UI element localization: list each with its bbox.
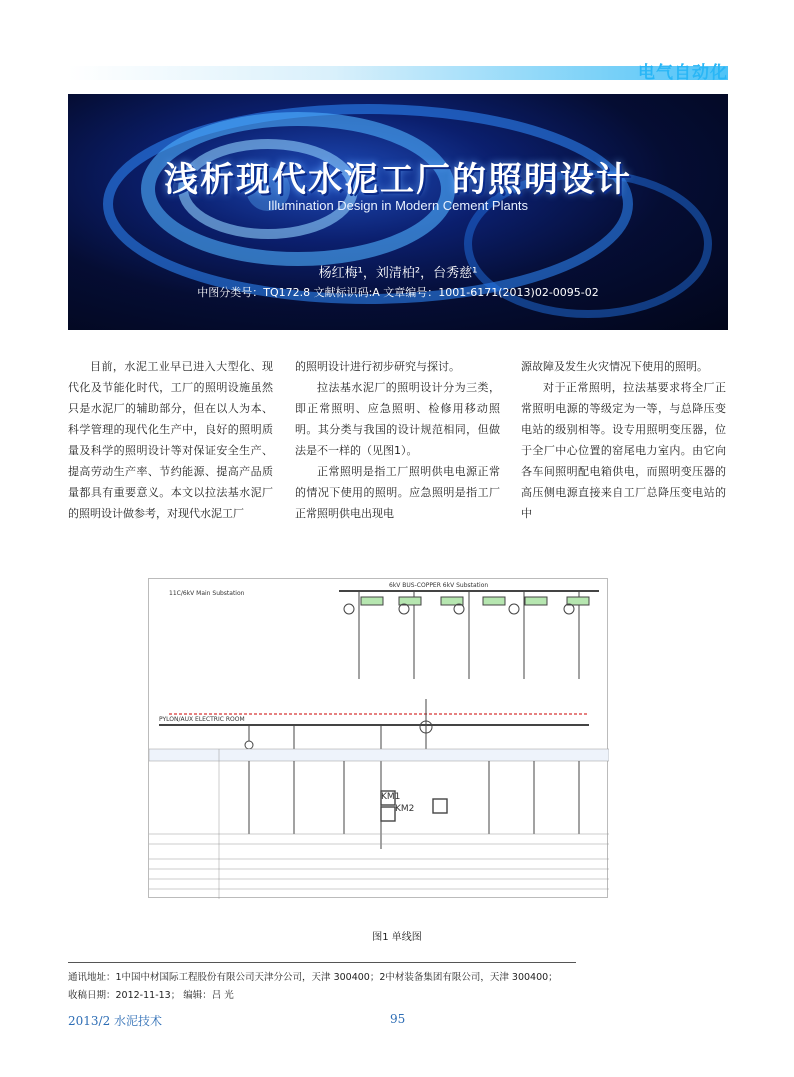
footnote-address: 通讯地址：1中国中材国际工程股份有限公司天津分公司，天津 300400；2中材装备集团有限公司，天津 300400； [68,972,558,983]
footnote-received: 收稿日期：2012-11-13； 编辑：吕 光 [68,990,234,1001]
paragraph: 正常照明是指工厂照明供电电源正常的情况下使用的照明。应急照明是指工厂正常照明供电出现电 [295,465,500,520]
diagram-top-label: 11C/6kV Main Substation [169,590,245,597]
article-authors: 杨红梅¹，刘清柏²，台秀慈¹ [318,266,478,281]
km1-label: KM1 [381,792,401,802]
paragraph: 源故障及发生火灾情况下使用的照明。 [521,360,708,373]
diagram-bus-label: 6kV BUS-COPPER 6kV Substation [389,582,489,589]
paragraph: 目前，水泥工业早已进入大型化、现代化及节能化时代，工厂的照明设施虽然只是水泥厂的辅助部分，但在以人为本、科学管理的现代化生产中，良好的照明质量及科学的照明设计等对保证安全生产、提高劳动生产率、节约能源、提高产品质量都具有重要意义。本文以拉法基水泥厂的照明设计做参考，对现代水泥工厂 [68,360,273,520]
figure-caption: 图1 单线图 [372,932,422,943]
paragraph: 的照明设计进行初步研究与探讨。 [295,360,460,373]
text-column-3 [521,356,726,524]
body-text [68,356,728,546]
text-column-1 [68,356,273,524]
footnote-rule [68,962,576,963]
single-line-diagram [148,578,608,898]
paragraph: 拉法基水泥厂的照明设计分为三类，即正常照明、应急照明、检修用移动照明。其分类与我国的设计规范相同，但做法是不一样的（见图1）。 [295,381,500,457]
diagram-drawing [149,579,609,899]
article-title: 浅析现代水泥工厂的照明设计 [164,160,632,200]
classification-line: 中图分类号：TQ172.8 文献标识码:A 文章编号：1001-6171(2013)02-0095-02 [197,286,599,299]
title-banner [68,94,728,330]
km2-label: KM2 [395,804,415,814]
section-tag: 电气自动化 [638,63,728,83]
page-number: 95 [390,1012,406,1026]
feeder-group [344,591,589,679]
page-footer [68,1012,408,1029]
paragraph: 对于正常照明，拉法基要求将全厂正常照明电源的等级定为一等，与总降压变电站的级别相等。设专用照明变压器，位于全厂中心位置的窑尾电力室内。由它向各车间照明配电箱供电，而照明变压器的高压侧电源直接来自工厂总降压变电站的中 [521,381,726,520]
footnotes [68,969,558,1005]
article-subtitle-en: Illumination Design in Modern Cement Plants [267,198,529,213]
diagram-room-label: PYLON/AUX ELECTRIC ROOM [159,716,245,723]
text-column-2 [295,356,500,524]
header-bar [68,66,728,80]
journal-name: 2013/2 水泥技术 [68,1014,163,1028]
